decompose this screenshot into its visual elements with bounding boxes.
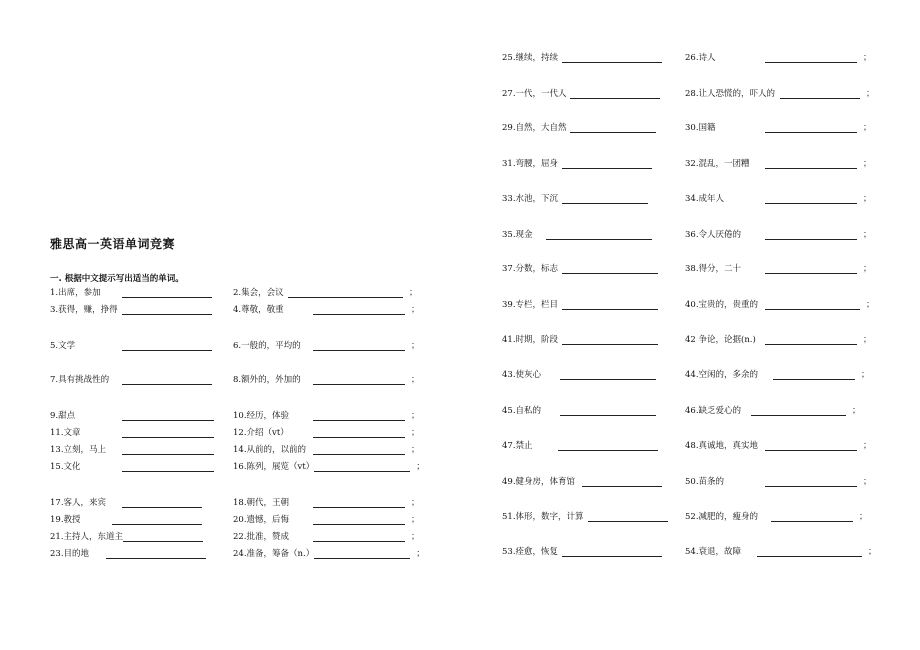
vocab-item-20 (233, 513, 420, 525)
vocab-prompt: 36.令人厌倦的 (685, 230, 742, 240)
vocab-item-4 (233, 303, 420, 315)
separator-mark: ； (411, 375, 420, 385)
vocab-item-42 (685, 333, 872, 345)
vocab-prompt: 23.目的地 (50, 549, 90, 559)
vocab-prompt: 1.出席，参加 (50, 288, 101, 298)
vocab-prompt: 39.专栏，栏目 (502, 300, 559, 310)
vocab-item-29 (502, 121, 656, 133)
vocab-item-53 (502, 545, 662, 557)
vocab-prompt: 2.集会，会议 (233, 288, 284, 298)
answer-blank[interactable] (560, 370, 656, 380)
vocab-item-52 (685, 510, 868, 522)
vocab-prompt: 27.一代，一代人 (502, 89, 567, 99)
separator-mark: ； (863, 230, 872, 240)
vocab-item-31 (502, 157, 652, 169)
answer-blank[interactable] (765, 194, 857, 204)
vocab-item-34 (685, 192, 872, 204)
answer-blank[interactable] (313, 515, 405, 525)
answer-blank[interactable] (765, 441, 857, 451)
vocab-prompt: 43.使灰心 (502, 370, 542, 380)
vocab-prompt: 11.文章 (50, 428, 81, 438)
answer-blank[interactable] (765, 335, 857, 345)
vocab-item-2 (233, 286, 418, 298)
separator-mark: ； (863, 335, 872, 345)
answer-blank[interactable] (570, 123, 656, 133)
vocab-prompt: 17.客人，来宾 (50, 498, 107, 508)
vocab-prompt: 40.宝贵的，贵重的 (685, 300, 759, 310)
vocab-prompt: 7.具有挑战性的 (50, 375, 110, 385)
vocab-prompt: 9.甜点 (50, 411, 76, 421)
answer-blank[interactable] (765, 477, 857, 487)
vocab-item-32 (685, 157, 872, 169)
answer-blank[interactable] (562, 264, 658, 274)
answer-blank[interactable] (112, 515, 202, 525)
vocab-item-45 (502, 404, 656, 416)
answer-blank[interactable] (313, 428, 405, 438)
answer-blank[interactable] (313, 375, 405, 385)
vocab-prompt: 53.痊愈，恢复 (502, 547, 559, 557)
vocab-item-1 (50, 286, 212, 298)
vocab-prompt: 26.诗人 (685, 53, 716, 63)
separator-mark: ； (861, 370, 870, 380)
answer-blank[interactable] (122, 341, 212, 351)
page-title: 雅思高一英语单词竞赛 (50, 237, 176, 251)
separator-mark: ； (863, 194, 872, 204)
vocab-item-10 (233, 409, 420, 421)
answer-blank[interactable] (562, 300, 658, 310)
vocab-prompt: 38.得分，二十 (685, 264, 742, 274)
vocab-prompt: 25.继续，持续 (502, 53, 559, 63)
separator-mark: ； (409, 288, 418, 298)
answer-blank[interactable] (122, 305, 212, 315)
vocab-item-25 (502, 51, 662, 63)
vocab-item-51 (502, 510, 668, 522)
answer-blank[interactable] (562, 547, 662, 557)
separator-mark: ； (411, 428, 420, 438)
answer-blank[interactable] (765, 300, 860, 310)
answer-blank[interactable] (582, 477, 662, 487)
answer-blank[interactable] (313, 411, 405, 421)
vocab-item-36 (685, 228, 872, 240)
answer-blank[interactable] (122, 411, 214, 421)
vocab-prompt: 10.经历，体验 (233, 411, 290, 421)
vocab-prompt: 20.遗憾，后悔 (233, 515, 290, 525)
answer-blank[interactable] (546, 230, 652, 240)
vocab-item-39 (502, 298, 658, 310)
vocab-item-41 (502, 333, 658, 345)
vocab-item-46 (685, 404, 861, 416)
separator-mark: ； (411, 498, 420, 508)
vocab-item-43 (502, 368, 656, 380)
answer-blank[interactable] (122, 288, 212, 298)
vocab-item-37 (502, 262, 658, 274)
vocab-item-17 (50, 496, 202, 508)
vocab-prompt: 37.分数，标志 (502, 264, 559, 274)
answer-blank[interactable] (288, 288, 403, 298)
answer-blank[interactable] (314, 549, 410, 559)
vocab-item-24 (233, 547, 425, 559)
vocab-item-28 (685, 87, 875, 99)
answer-blank[interactable] (765, 264, 857, 274)
vocab-item-44 (685, 368, 870, 380)
vocab-prompt: 45.自私的 (502, 406, 542, 416)
vocab-prompt: 16.陈列，展览（vt） (233, 462, 315, 472)
vocab-item-12 (233, 426, 420, 438)
vocab-item-14 (233, 443, 420, 455)
vocab-prompt: 48.真诚地，真实地 (685, 441, 759, 451)
vocab-prompt: 24.准备，筹备（n.） (233, 549, 315, 559)
answer-blank[interactable] (560, 406, 656, 416)
separator-mark: ； (866, 300, 875, 310)
vocab-prompt: 50.苗条的 (685, 477, 725, 487)
separator-mark: ； (411, 532, 420, 542)
vocab-item-49 (502, 475, 662, 487)
vocab-prompt: 32.混乱，一团糟 (685, 159, 750, 169)
vocab-item-33 (502, 192, 648, 204)
answer-blank[interactable] (588, 512, 668, 522)
vocab-item-23 (50, 547, 206, 559)
vocab-item-50 (685, 475, 872, 487)
separator-mark: ； (863, 159, 872, 169)
vocab-prompt: 12.介绍（vt） (233, 428, 289, 438)
answer-blank[interactable] (562, 53, 662, 63)
answer-blank[interactable] (570, 89, 660, 99)
separator-mark: ； (411, 305, 420, 315)
separator-mark: ； (416, 549, 425, 559)
vocab-prompt: 14.从前的，以前的 (233, 445, 307, 455)
answer-blank[interactable] (313, 305, 405, 315)
vocab-item-21 (50, 530, 203, 542)
answer-blank[interactable] (780, 89, 860, 99)
vocab-item-6 (233, 339, 420, 351)
separator-mark: ； (863, 477, 872, 487)
answer-blank[interactable] (773, 370, 855, 380)
vocab-prompt: 29.自然，大自然 (502, 123, 567, 133)
vocab-item-48 (685, 439, 872, 451)
separator-mark: ； (863, 123, 872, 133)
separator-mark: ； (863, 53, 872, 63)
vocab-item-54 (685, 545, 877, 557)
separator-mark: ； (866, 89, 875, 99)
vocab-item-19 (50, 513, 202, 525)
vocab-item-7 (50, 373, 212, 385)
vocab-item-22 (233, 530, 420, 542)
vocab-item-47 (502, 439, 658, 451)
vocab-item-11 (50, 426, 214, 438)
vocab-item-27 (502, 87, 660, 99)
answer-blank[interactable] (765, 123, 857, 133)
vocab-prompt: 41.时期，阶段 (502, 335, 559, 345)
answer-blank[interactable] (757, 547, 862, 557)
vocab-item-30 (685, 121, 872, 133)
answer-blank[interactable] (123, 532, 203, 542)
vocab-prompt: 13.立刻，马上 (50, 445, 107, 455)
answer-blank[interactable] (751, 406, 846, 416)
vocab-prompt: 47.禁止 (502, 441, 533, 451)
vocab-item-35 (502, 228, 652, 240)
vocab-prompt: 15.文化 (50, 462, 81, 472)
vocab-item-9 (50, 409, 214, 421)
answer-blank[interactable] (562, 194, 648, 204)
separator-mark: ； (411, 445, 420, 455)
answer-blank[interactable] (106, 549, 206, 559)
separator-mark: ； (852, 406, 861, 416)
vocab-item-38 (685, 262, 872, 274)
vocab-prompt: 46.缺乏爱心的 (685, 406, 742, 416)
vocab-item-26 (685, 51, 872, 63)
separator-mark: ； (411, 411, 420, 421)
vocab-item-16 (233, 460, 425, 472)
vocab-prompt: 54.衰退，故障 (685, 547, 742, 557)
vocab-prompt: 21.主持人，东道主 (50, 532, 124, 542)
answer-blank[interactable] (313, 498, 405, 508)
vocab-item-5 (50, 339, 212, 351)
vocab-prompt: 4.尊敬，敬重 (233, 305, 284, 315)
vocab-item-3 (50, 303, 212, 315)
vocab-prompt: 3.获得，赚，挣得 (50, 305, 118, 315)
vocab-prompt: 52.减肥的，瘦身的 (685, 512, 759, 522)
separator-mark: ； (411, 515, 420, 525)
separator-mark: ； (863, 264, 872, 274)
vocab-prompt: 34.成年人 (685, 194, 725, 204)
section-instruction: 一. 根据中文提示写出适当的单词。 (50, 274, 184, 284)
vocab-prompt: 44.空闲的，多余的 (685, 370, 759, 380)
separator-mark: ； (868, 547, 877, 557)
answer-blank[interactable] (122, 428, 214, 438)
answer-blank[interactable] (771, 512, 853, 522)
vocab-item-13 (50, 443, 214, 455)
vocab-prompt: 19.教授 (50, 515, 81, 525)
answer-blank[interactable] (765, 159, 857, 169)
vocab-item-18 (233, 496, 420, 508)
vocab-prompt: 28.让人恐慌的，吓人的 (685, 89, 776, 99)
vocab-prompt: 33.水池，下沉 (502, 194, 559, 204)
vocab-prompt: 8.额外的，外加的 (233, 375, 301, 385)
vocab-prompt: 35.现金 (502, 230, 533, 240)
separator-mark: ； (416, 462, 425, 472)
answer-blank[interactable] (562, 159, 652, 169)
answer-blank[interactable] (562, 335, 658, 345)
separator-mark: ； (411, 341, 420, 351)
answer-blank[interactable] (558, 441, 658, 451)
answer-blank[interactable] (313, 341, 405, 351)
answer-blank[interactable] (765, 230, 857, 240)
answer-blank[interactable] (122, 462, 214, 472)
vocab-item-15 (50, 460, 214, 472)
vocab-prompt: 51.体形，数字，计算 (502, 512, 584, 522)
answer-blank[interactable] (122, 375, 212, 385)
separator-mark: ； (863, 441, 872, 451)
vocab-prompt: 5.文学 (50, 341, 76, 351)
vocab-item-40 (685, 298, 875, 310)
vocab-item-8 (233, 373, 420, 385)
answer-blank[interactable] (765, 53, 857, 63)
answer-blank[interactable] (313, 532, 405, 542)
answer-blank[interactable] (122, 498, 202, 508)
vocab-prompt: 30.国籍 (685, 123, 716, 133)
vocab-prompt: 22.批准，赞成 (233, 532, 290, 542)
separator-mark: ； (859, 512, 868, 522)
vocab-prompt: 6.一般的，平均的 (233, 341, 301, 351)
answer-blank[interactable] (314, 462, 410, 472)
vocab-prompt: 42 争论，论据(n.) (685, 335, 756, 345)
answer-blank[interactable] (122, 445, 214, 455)
vocab-prompt: 31.弯腰，屈身 (502, 159, 559, 169)
vocab-prompt: 18.朝代，王朝 (233, 498, 290, 508)
answer-blank[interactable] (313, 445, 405, 455)
vocab-prompt: 49.健身房，体育馆 (502, 477, 576, 487)
